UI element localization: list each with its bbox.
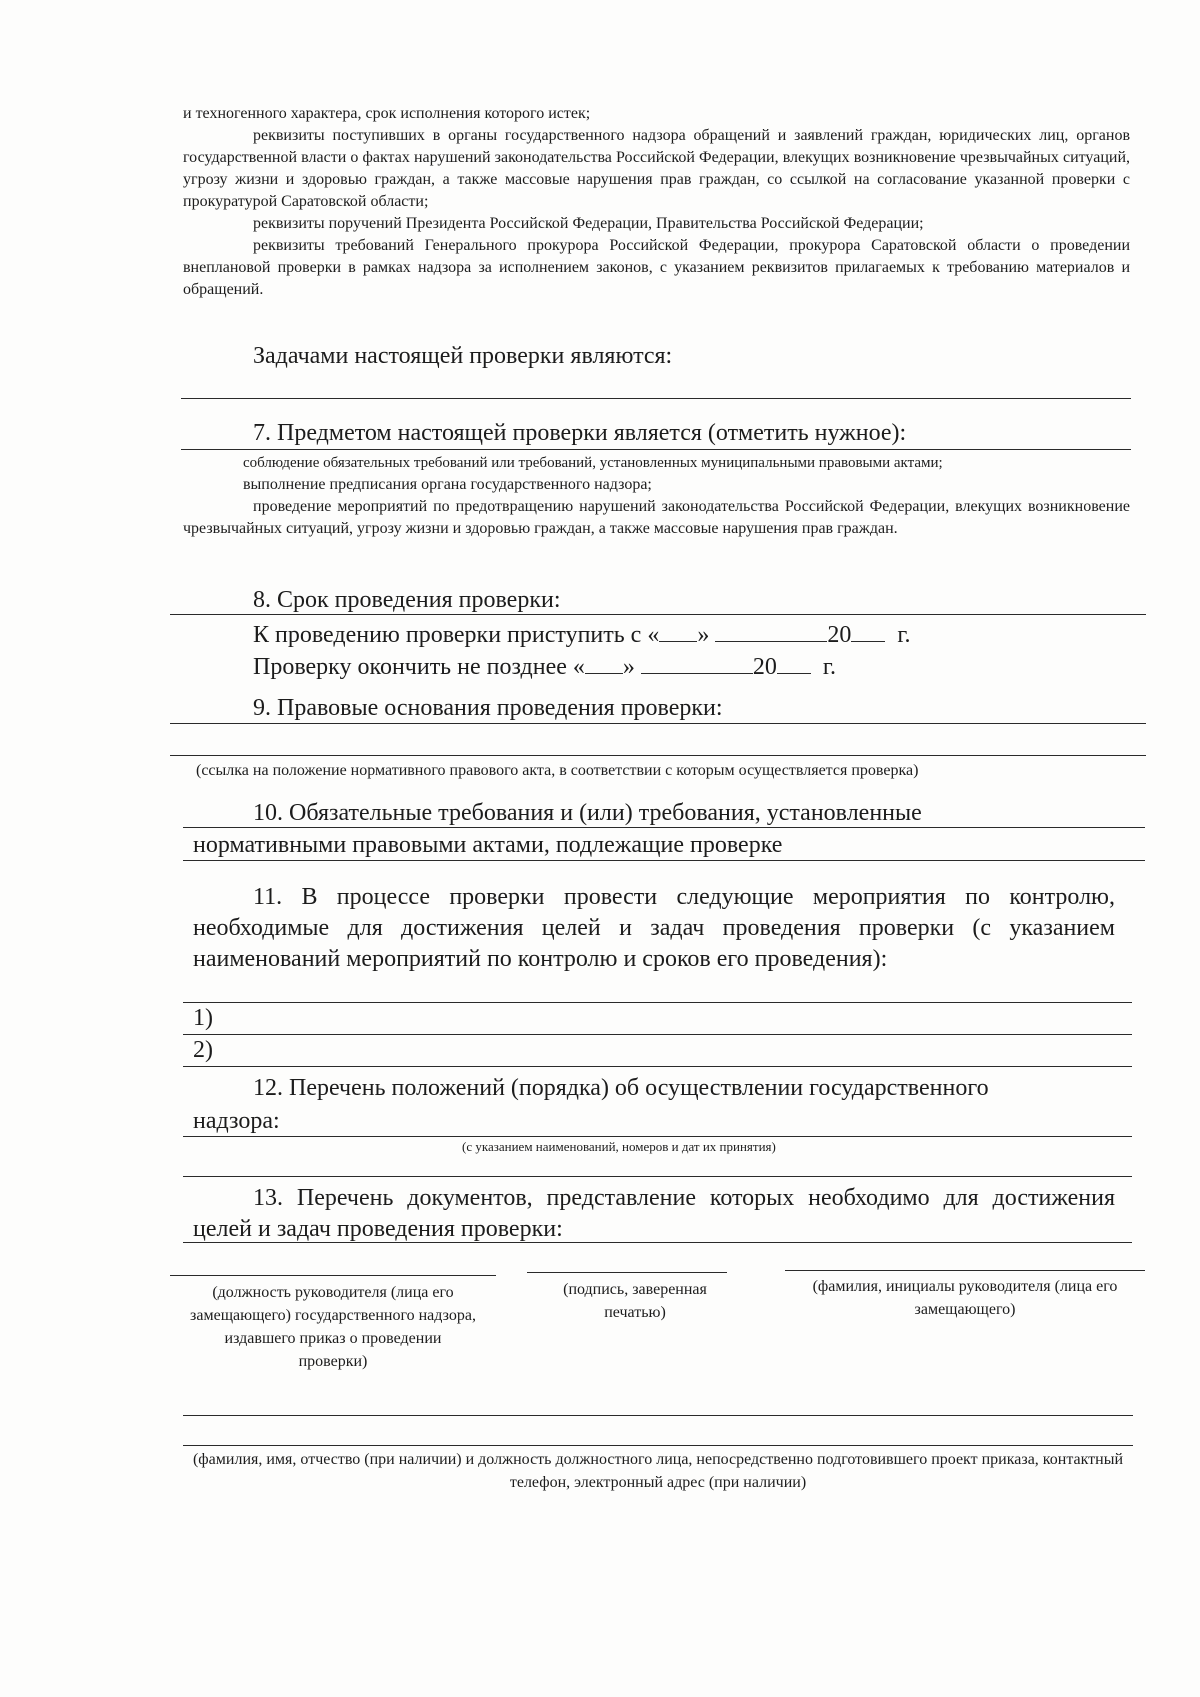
name-caption: (фамилия, инициалы руководителя (лица его замещающего): [812, 1278, 1118, 1318]
section7-items: [183, 452, 1130, 540]
section7-heading: 7. Предметом настоящей проверки является (отметить нужное):: [253, 420, 907, 446]
start-day-blank[interactable]: [659, 619, 697, 642]
name-signature-line[interactable]: [785, 1270, 1145, 1271]
signature-line[interactable]: [527, 1272, 727, 1273]
section10-underline1: [183, 827, 1145, 828]
section13-text: 13. Перечень документов, представление которых необходимо для достижения целей и задач проведения проверки:: [193, 1185, 1115, 1242]
section12-underline: [183, 1136, 1132, 1137]
end-date-prefix: Проверку окончить не позднее «: [253, 654, 585, 680]
preparer-line-2[interactable]: [183, 1445, 1133, 1446]
start-date-prefix: К проведению проверки приступить с «: [253, 622, 660, 648]
paragraph-president-orders: реквизиты поручений Президента Российской Федерации, Правительства Российской Федерации;: [253, 215, 924, 232]
section10-line1: 10. Обязательные требования и (или) требования, установленные: [253, 800, 922, 826]
position-caption: (должность руководителя (лица его замещающего) государственного надзора, издавшего приказ о проведении проверки): [190, 1284, 476, 1370]
end-month-blank[interactable]: [641, 651, 753, 674]
end-date-line: Проверку окончить не позднее « » 20 г.: [253, 651, 836, 681]
end-year-blank[interactable]: [777, 651, 811, 674]
section13-underline: [183, 1242, 1132, 1243]
section11-underline: [183, 1002, 1132, 1003]
start-month-blank[interactable]: [715, 619, 827, 642]
section7-item-prescription: выполнение предписания органа государственного надзора;: [243, 476, 652, 493]
section10-line2: нормативными правовыми актами, подлежащие проверке: [193, 832, 783, 858]
section12-line1: 12. Перечень положений (порядка) об осуществлении государственного: [253, 1075, 989, 1101]
section7-underline: [181, 449, 1131, 450]
section9-heading: 9. Правовые основания проведения проверки:: [253, 695, 723, 721]
signature-caption: (подпись, заверенная печатью): [563, 1281, 707, 1321]
section8-underline: [170, 614, 1146, 615]
section12-caption: (с указанием наименований, номеров и дат их принятия): [462, 1139, 776, 1154]
section11-text: 11. В процессе проверки провести следующие мероприятия по контролю, необходимые для достижения целей и задач проведения проверки (с указанием наименований мероприятий по контролю и сроков его проведения):: [193, 884, 1115, 972]
section11-item2-line[interactable]: [183, 1066, 1132, 1067]
start-date-line: К проведению проверки приступить с « » 20 г.: [253, 619, 910, 649]
tasks-fill-line: [181, 398, 1131, 399]
section8-heading: 8. Срок проведения проверки:: [253, 587, 561, 613]
section11-item1: 1): [193, 1005, 213, 1031]
section9-caption: (ссылка на положение нормативного правового акта, в соответствии с которым осуществляется проверка): [196, 762, 919, 779]
start-year-blank[interactable]: [851, 619, 885, 642]
paragraph-tech-character: и техногенного характера, срок исполнения которого истек;: [183, 105, 591, 122]
tasks-heading: Задачами настоящей проверки являются:: [253, 343, 673, 369]
preparer-line-1[interactable]: [183, 1415, 1133, 1416]
section9-underline: [170, 723, 1146, 724]
paragraph-prosecutor-requirements: реквизиты требований Генерального прокурора Российской Федерации, прокурора Саратовской области о проведении внеплановой проверки в рамках надзора за исполнением законов, с указанием реквизитов прилагаемых к требованию материалов и обращений.: [183, 237, 1130, 298]
end-day-blank[interactable]: [585, 651, 623, 674]
section7-item-prevention: проведение мероприятий по предотвращению нарушений законодательства Российской Федерации, влекущих возникновение чрезвычайных ситуаций, угрозу жизни и здоровью граждан, а также массовые нарушения прав граждан.: [183, 498, 1130, 537]
preparer-caption: (фамилия, имя, отчество (при наличии) и должность должностного лица, непосредственно подготовившего проект приказа, контактный телефон, электронный адрес (при наличии): [192, 1451, 1124, 1491]
section11-item2: 2): [193, 1037, 213, 1063]
section9-fill-line: [170, 755, 1146, 756]
top-paragraphs: [183, 103, 1130, 301]
section12-line2: надзора:: [193, 1108, 280, 1134]
section11-item1-line[interactable]: [183, 1034, 1132, 1035]
position-signature-line[interactable]: [170, 1275, 496, 1276]
paragraph-appeals-requisites: реквизиты поступивших в органы государственного надзора обращений и заявлений граждан, юридических лиц, органов государственной власти о фактах нарушений законодательства Российской Федерации, влекущих возникновение чрезвычайных ситуаций, угрозу жизни и здоровью граждан, а также массовые нарушения прав граждан, со ссылкой на согласование указанной проверки с прокуратурой Саратовской области;: [183, 127, 1130, 210]
section7-item-requirements: соблюдение обязательных требований или требований, установленных муниципальными правовыми актами;: [243, 455, 943, 471]
section10-underline2: [183, 860, 1145, 861]
section12-fill-line[interactable]: [183, 1176, 1132, 1177]
